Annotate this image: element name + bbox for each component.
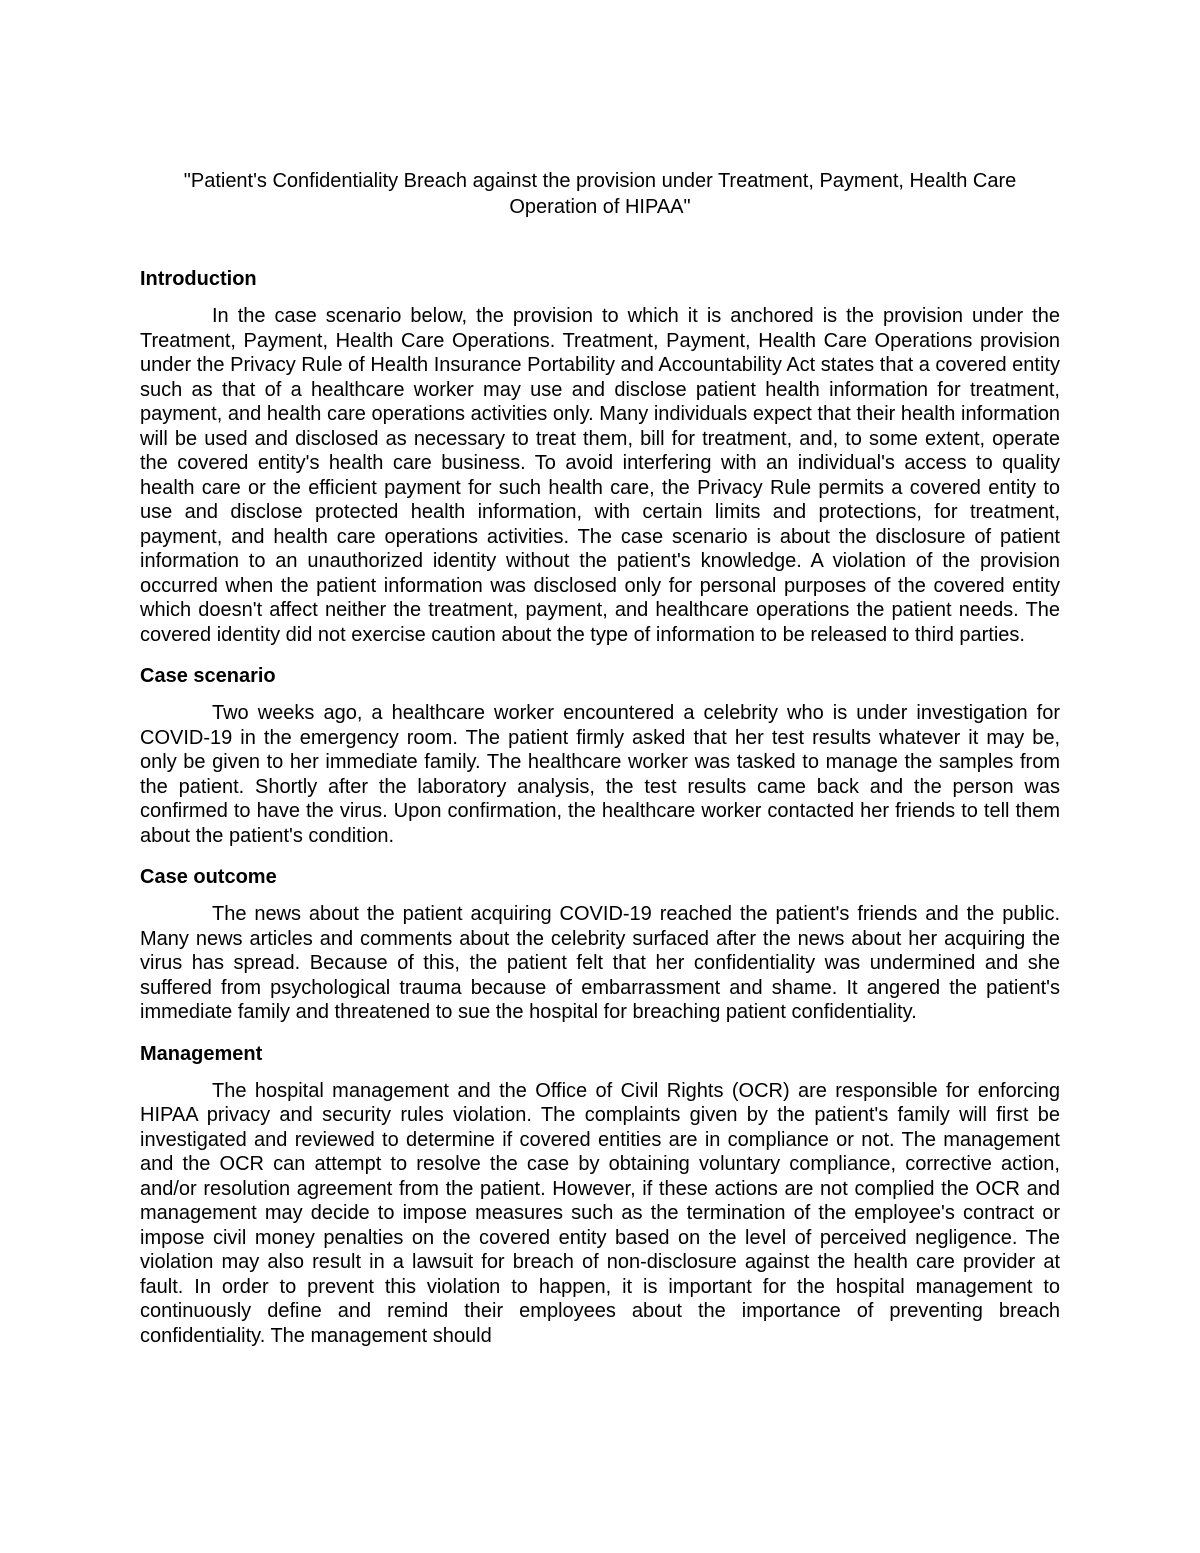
document-content (140, 168, 1060, 1364)
document-title: "Patient's Confidentiality Breach against the provision under Treatment, Payment, Health Care Operation of HIPAA" (183, 170, 1017, 218)
section-case-outcome (140, 864, 1060, 1025)
section-case-scenario (140, 663, 1060, 848)
section-paragraph: The news about the patient acquiring COVID-19 reached the patient's friends and the public. Many news articles and comments about the celebrity surfaced after the news about her acquiring the virus has spread. Because of this, the patient felt that her confidentiality was undermined and she suffered from psychological trauma because of embarrassment and shame. It angered the patient's immediate family and threatened to sue the hospital for breaching patient confidentiality. (140, 903, 1060, 1023)
section-paragraph: Two weeks ago, a healthcare worker encountered a celebrity who is under investigation for COVID-19 in the emergency room. The patient firmly asked that her test results whatever it may be, only be given to her immediate family. The healthcare worker was tasked to manage the samples from the patient. Shortly after the laboratory analysis, the test results came back and the person was confirmed to have the virus. Upon confirmation, the healthcare worker contacted her friends to tell them about the patient's condition. (140, 702, 1060, 847)
section-paragraph: The hospital management and the Office of Civil Rights (OCR) are responsible for enforcing HIPAA privacy and security rules violation. The complaints given by the patient's family will first be investigated and reviewed to determine if covered entities are in compliance or not. The management and the OCR can attempt to resolve the case by obtaining voluntary compliance, corrective action, and/or resolution agreement from the patient. However, if these actions are not complied the OCR and management may decide to impose measures such as the termination of the employee's contract or impose civil money penalties on the covered entity based on the level of perceived negligence. The violation may also result in a lawsuit for breach of non-disclosure against the health care provider at fault. In order to prevent this violation to happen, it is important for the hospital management to continuously define and remind their employees about the importance of preventing breach confidentiality. The management should (140, 1079, 1060, 1347)
section-paragraph: In the case scenario below, the provision to which it is anchored is the provision under the Treatment, Payment, Health Care Operations. Treatment, Payment, Health Care Operations provision under the Privacy Rule of Health Insurance Portability and Accountability Act states that a covered entity such as that of a healthcare worker may use and disclose patient health information for treatment, payment, and health care operations activities only. Many individuals expect that their health information will be used and disclosed as necessary to treat them, bill for treatment, and, to some extent, operate the covered entity's health care business. To avoid interfering with an individual's access to quality health care or the efficient payment for such health care, the Privacy Rule permits a covered entity to use and disclose protected health information, with certain limits and protections, for treatment, payment, and health care operations activities. The case scenario is about the disclosure of patient information to an unauthorized identity without the patient's knowledge. A violation of the provision occurred when the patient information was disclosed only for personal purposes of the covered entity which doesn't affect neither the treatment, payment, and healthcare operations the patient needs. The covered identity did not exercise caution about the type of information to be released to third parties. (140, 305, 1060, 646)
section-management (140, 1041, 1060, 1349)
section-introduction (140, 266, 1060, 647)
section-heading: Introduction (140, 268, 257, 290)
section-heading: Case outcome (140, 866, 277, 888)
section-heading: Management (140, 1042, 263, 1065)
section-heading: Case scenario (140, 665, 276, 687)
